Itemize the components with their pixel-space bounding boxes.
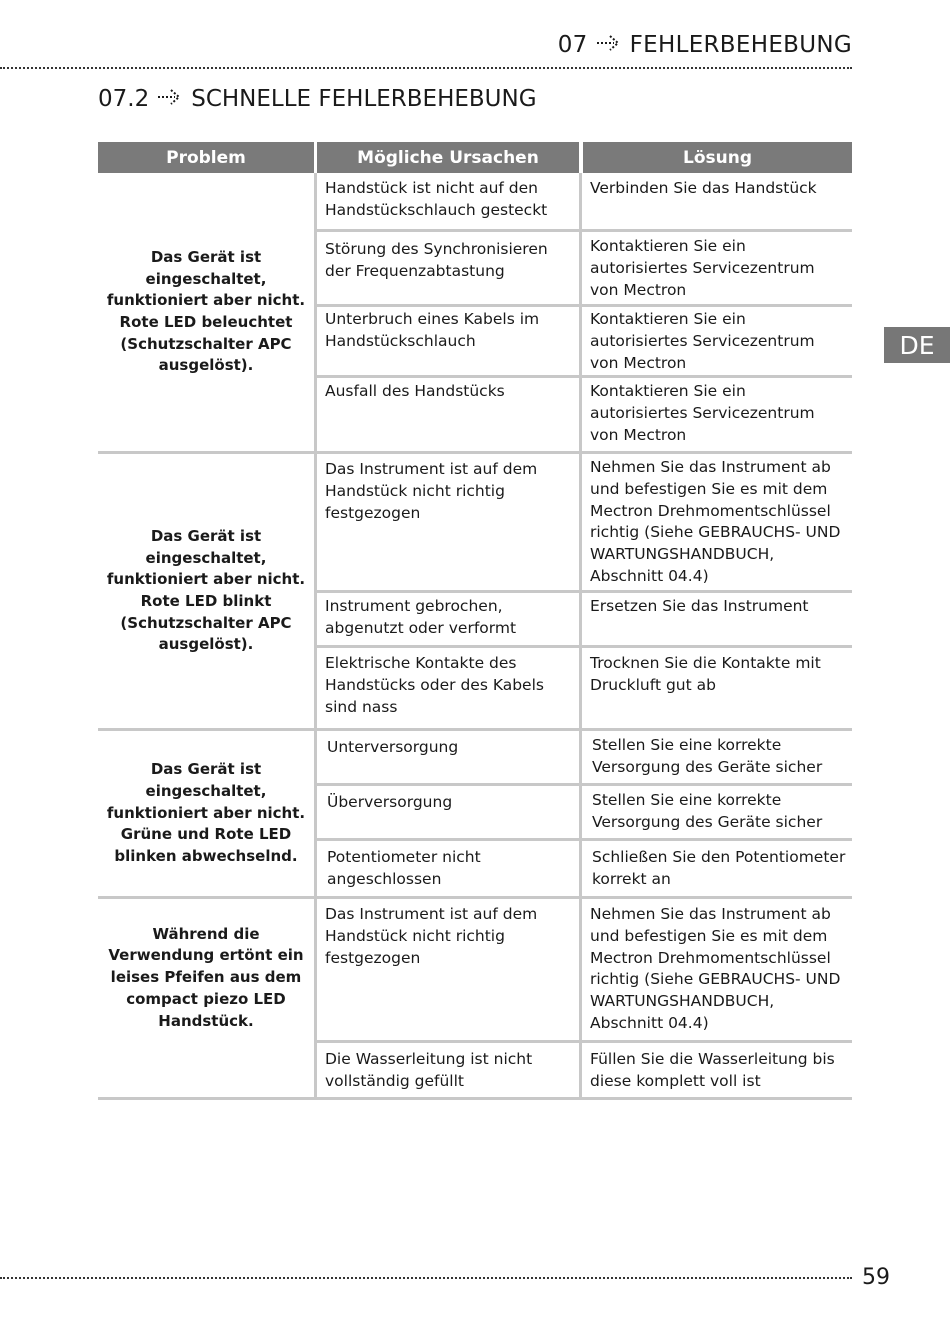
solution-cell: Kontaktieren Sie ein autorisiertes Servicezentrum von Mectron — [590, 310, 815, 372]
solution-cell: Kontaktieren Sie ein autorisiertes Servicezentrum von Mectron — [590, 382, 815, 444]
column-divider — [579, 731, 582, 896]
solution-cell: Nehmen Sie das Instrument ab und befestigen Sie es mit dem Mectron Drehmomentschlüssel richtig (Siehe GEBRAUCHS- UND WARTUNGSHANDBUCH, Abschnitt 04.4) — [590, 905, 841, 1032]
cause-cell: Störung des Synchronisieren der Frequenzabtastung — [325, 240, 548, 280]
row-divider — [317, 590, 852, 593]
column-header-causes: Mögliche Ursachen — [317, 142, 579, 173]
cause-cell: Elektrische Kontakte des Handstücks oder des Kabels sind nass — [325, 654, 544, 716]
problem-cell: Während die Verwendung ertönt ein leises Pfeifen aus dem compact piezo LED Handstück. — [108, 924, 304, 1030]
solution-cell: Stellen Sie eine korrekte Versorgung des Geräte sicher — [592, 791, 823, 831]
table-group — [98, 731, 852, 896]
table-bottom-border — [98, 1097, 852, 1100]
page-number: 59 — [862, 1265, 890, 1290]
row-divider — [317, 1040, 852, 1043]
table-group — [98, 454, 852, 728]
solution-cell: Nehmen Sie das Instrument ab und befestigen Sie es mit dem Mectron Drehmomentschlüssel richtig (Siehe GEBRAUCHS- UND WARTUNGSHANDBUCH, Abschnitt 04.4) — [590, 458, 841, 585]
table-header — [98, 142, 852, 173]
problem-cell: Das Gerät ist eingeschaltet, funktioniert aber nicht. Rote LED blinkt (Schutzschalter APC ausgelöst). — [106, 526, 306, 654]
problem-cell: Das Gerät ist eingeschaltet, funktioniert aber nicht. Rote LED beleuchtet (Schutzschalter APC ausgelöst). — [106, 247, 306, 375]
row-divider — [317, 783, 852, 786]
problem-cell: Das Gerät ist eingeschaltet, funktioniert aber nicht. Grüne und Rote LED blinken abwechselnd. — [106, 760, 306, 866]
footer-divider — [0, 1277, 852, 1279]
solution-cell: Stellen Sie eine korrekte Versorgung des Geräte sicher — [592, 736, 823, 776]
troubleshooting-table — [98, 142, 852, 1090]
language-badge: DE — [884, 327, 950, 363]
row-divider — [317, 229, 852, 232]
table-group — [98, 173, 852, 451]
column-header-solution: Lösung — [583, 142, 852, 173]
cause-cell: Das Instrument ist auf dem Handstück nicht richtig festgezogen — [325, 460, 538, 522]
solution-cell: Füllen Sie die Wasserleitung bis diese komplett voll ist — [590, 1050, 835, 1090]
solution-cell: Trocknen Sie die Kontakte mit Druckluft gut ab — [590, 654, 821, 694]
row-divider — [317, 304, 852, 307]
solution-cell: Ersetzen Sie das Instrument — [590, 597, 809, 615]
solution-cell: Verbinden Sie das Handstück — [590, 179, 817, 197]
column-divider — [314, 731, 317, 896]
dotted-arrow-icon — [157, 86, 183, 112]
dotted-arrow-icon — [596, 32, 622, 58]
header-divider — [0, 67, 852, 69]
cause-cell: Ausfall des Handstücks — [325, 382, 505, 400]
row-divider — [317, 375, 852, 378]
row-divider — [317, 838, 852, 841]
cause-cell: Potentiometer nicht angeschlossen — [327, 848, 481, 888]
cause-cell: Die Wasserleitung ist nicht vollständig gefüllt — [325, 1050, 533, 1090]
cause-cell: Das Instrument ist auf dem Handstück nicht richtig festgezogen — [325, 905, 538, 967]
cause-cell: Instrument gebrochen, abgenutzt oder verformt — [325, 597, 517, 637]
cause-cell: Überversorgung — [327, 793, 453, 811]
cause-cell: Unterversorgung — [327, 738, 459, 756]
section-number: 07.2 — [98, 86, 150, 112]
table-group — [98, 899, 852, 1097]
chapter-title: FEHLERBEHEBUNG — [629, 32, 852, 58]
section-title: SCHNELLE FEHLERBEHEBUNG — [191, 86, 537, 112]
cause-cell: Handstück ist nicht auf den Handstückschlauch gesteckt — [325, 179, 548, 219]
section-heading — [98, 86, 537, 112]
column-header-problem: Problem — [98, 142, 314, 173]
solution-cell: Kontaktieren Sie ein autorisiertes Servicezentrum von Mectron — [590, 237, 815, 299]
solution-cell: Schließen Sie den Potentiometer korrekt an — [592, 848, 846, 888]
row-divider — [317, 645, 852, 648]
chapter-number: 07 — [557, 32, 588, 58]
cause-cell: Unterbruch eines Kabels im Handstückschlauch — [325, 310, 540, 350]
chapter-heading — [558, 32, 852, 58]
